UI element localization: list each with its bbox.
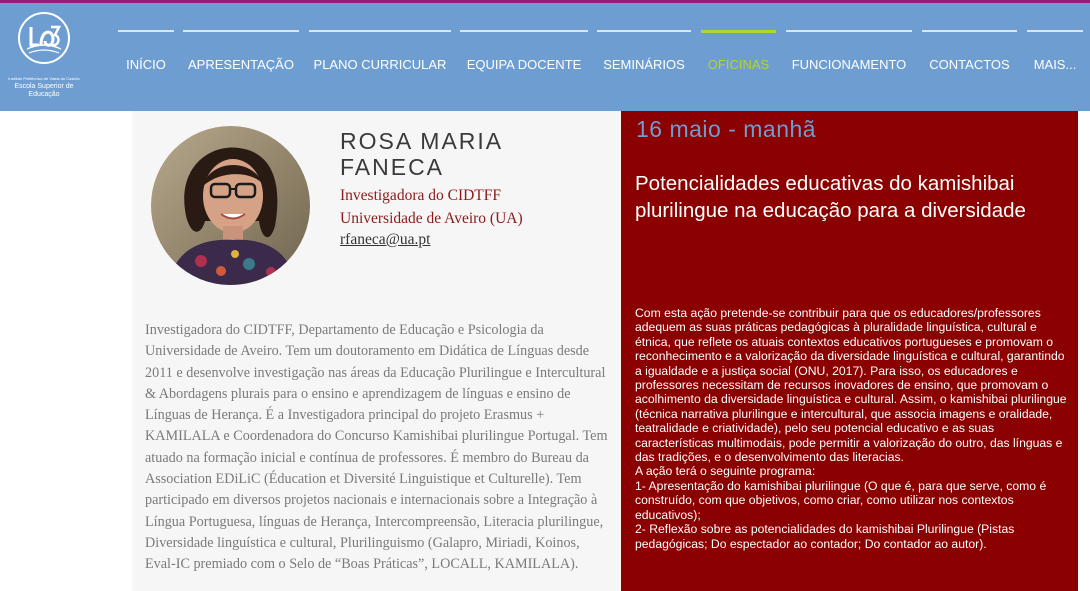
logo-institution-text: Instituto Politécnico de Viana do Castelo — [8, 76, 80, 81]
nav-plano-curricular[interactable]: PLANO CURRICULAR — [309, 30, 451, 78]
profile-photo — [151, 126, 310, 285]
portrait-image — [151, 126, 310, 285]
profile-bio: Investigadora do CIDTFF, Departamento de Educação e Psicologia da Universidade de Aveiro. Tem um doutoramento em Didática de Línguas desde 2011 e desenvolve investigação nas áreas da Educação Plurilingue e Intercultural & Abordagens plurais para o ensino e aprendizagem de línguas e ensino de Línguas de Herança. É a Investigadora principal do projeto Erasmus + KAMILALA e Coordenadora do Concurso Kamishibai plurilingue Portugal. Tem atuado na formação inicial e contínua de professores. É membro do Bureau da Association EDiLiC (Éducation et Diversité Linguistique et Culturelle). Tem participado em diversos projetos nacionais e internacionais sobre a Integração à Língua Portuguesa, línguas de Herança, Intercompreensão, Literacia plurilingue, Diversidade linguística e cultural, Plurilinguismo (Galapro, Miriadi, Koinos, Eval-IC premiado com o Selo de “Boas Práticas”, LOCALL, KAMILALA). — [145, 322, 608, 573]
nav-funcionamento[interactable]: FUNCIONAMENTO — [786, 30, 912, 78]
nav-inicio[interactable]: INÍCIO — [118, 30, 174, 78]
main-navigation — [0, 0, 1090, 108]
workshop-date: 16 maio - manhã — [636, 116, 817, 142]
profile-role — [340, 184, 523, 230]
nav-apresentacao[interactable]: APRESENTAÇÃO — [183, 30, 299, 78]
workshop-program-intro: A ação terá o seguinte programa: — [635, 464, 816, 479]
workshop-title: Potencialidades educativas do kamishibai plurilingue na educação para a diversidade — [635, 172, 1026, 222]
workshop-description — [635, 306, 1072, 551]
page-scrollbar[interactable] — [1078, 111, 1090, 591]
profile-name: ROSA MARIA FANECA — [340, 128, 502, 180]
profile-role-line2: Universidade de Aveiro (UA) — [340, 210, 523, 227]
nav-equipa-docente[interactable]: EQUIPA DOCENTE — [460, 30, 588, 78]
nav-seminarios[interactable]: SEMINÁRIOS — [597, 30, 691, 78]
nav-oficinas[interactable]: OFICINAS — [701, 30, 776, 78]
nav-contactos[interactable]: CONTACTOS — [922, 30, 1017, 78]
profile-role-line1: Investigadora do CIDTFF — [340, 187, 502, 204]
profile-email-link[interactable]: rfaneca@ua.pt — [340, 231, 431, 248]
workshop-program-item: 1- Apresentação do kamishibai plurilingue (O que é, para que serve, como é construído, com que objetivos, como criar, como utilizar nos contextos educativos); — [635, 478, 1047, 522]
nav-mais[interactable]: MAIS... — [1027, 30, 1083, 78]
workshop-program-item: 2- Reflexão sobre as potencialidades do kamishibai Plurilingue (Pistas pedagógicas; Do espectador ao contador; Do contador ao autor). — [635, 522, 1015, 551]
workshop-description-text: Com esta ação pretende-se contribuir para que os educadores/professores adequem as suas práticas pedagógicas à pluralidade linguística, cultural e étnica, que reflete os atuais contextos educativos portugueses e promovam o reconhecimento e a valorização da diversidade linguística e cultural, garantindo a igualdade e a justiça social (ONU, 2017). Para isso, os educadores e professores necessitam de recursos inovadores de ensino, que promovam o acolhimento da diversidade linguística e cultural. Assim, o kamishibai plurilingue (técnica narrativa plurilingue e intercultural, que associa imagens e oralidade, teatralidade e criatividade), pelo seu potencial educativo e as suas características multimodais, pode permitir a valorização do outro, das línguas e das tradições, e o desenvolvimento das literacias. — [635, 306, 1067, 465]
logo-school-text: Escola Superior de Educação — [14, 83, 74, 98]
